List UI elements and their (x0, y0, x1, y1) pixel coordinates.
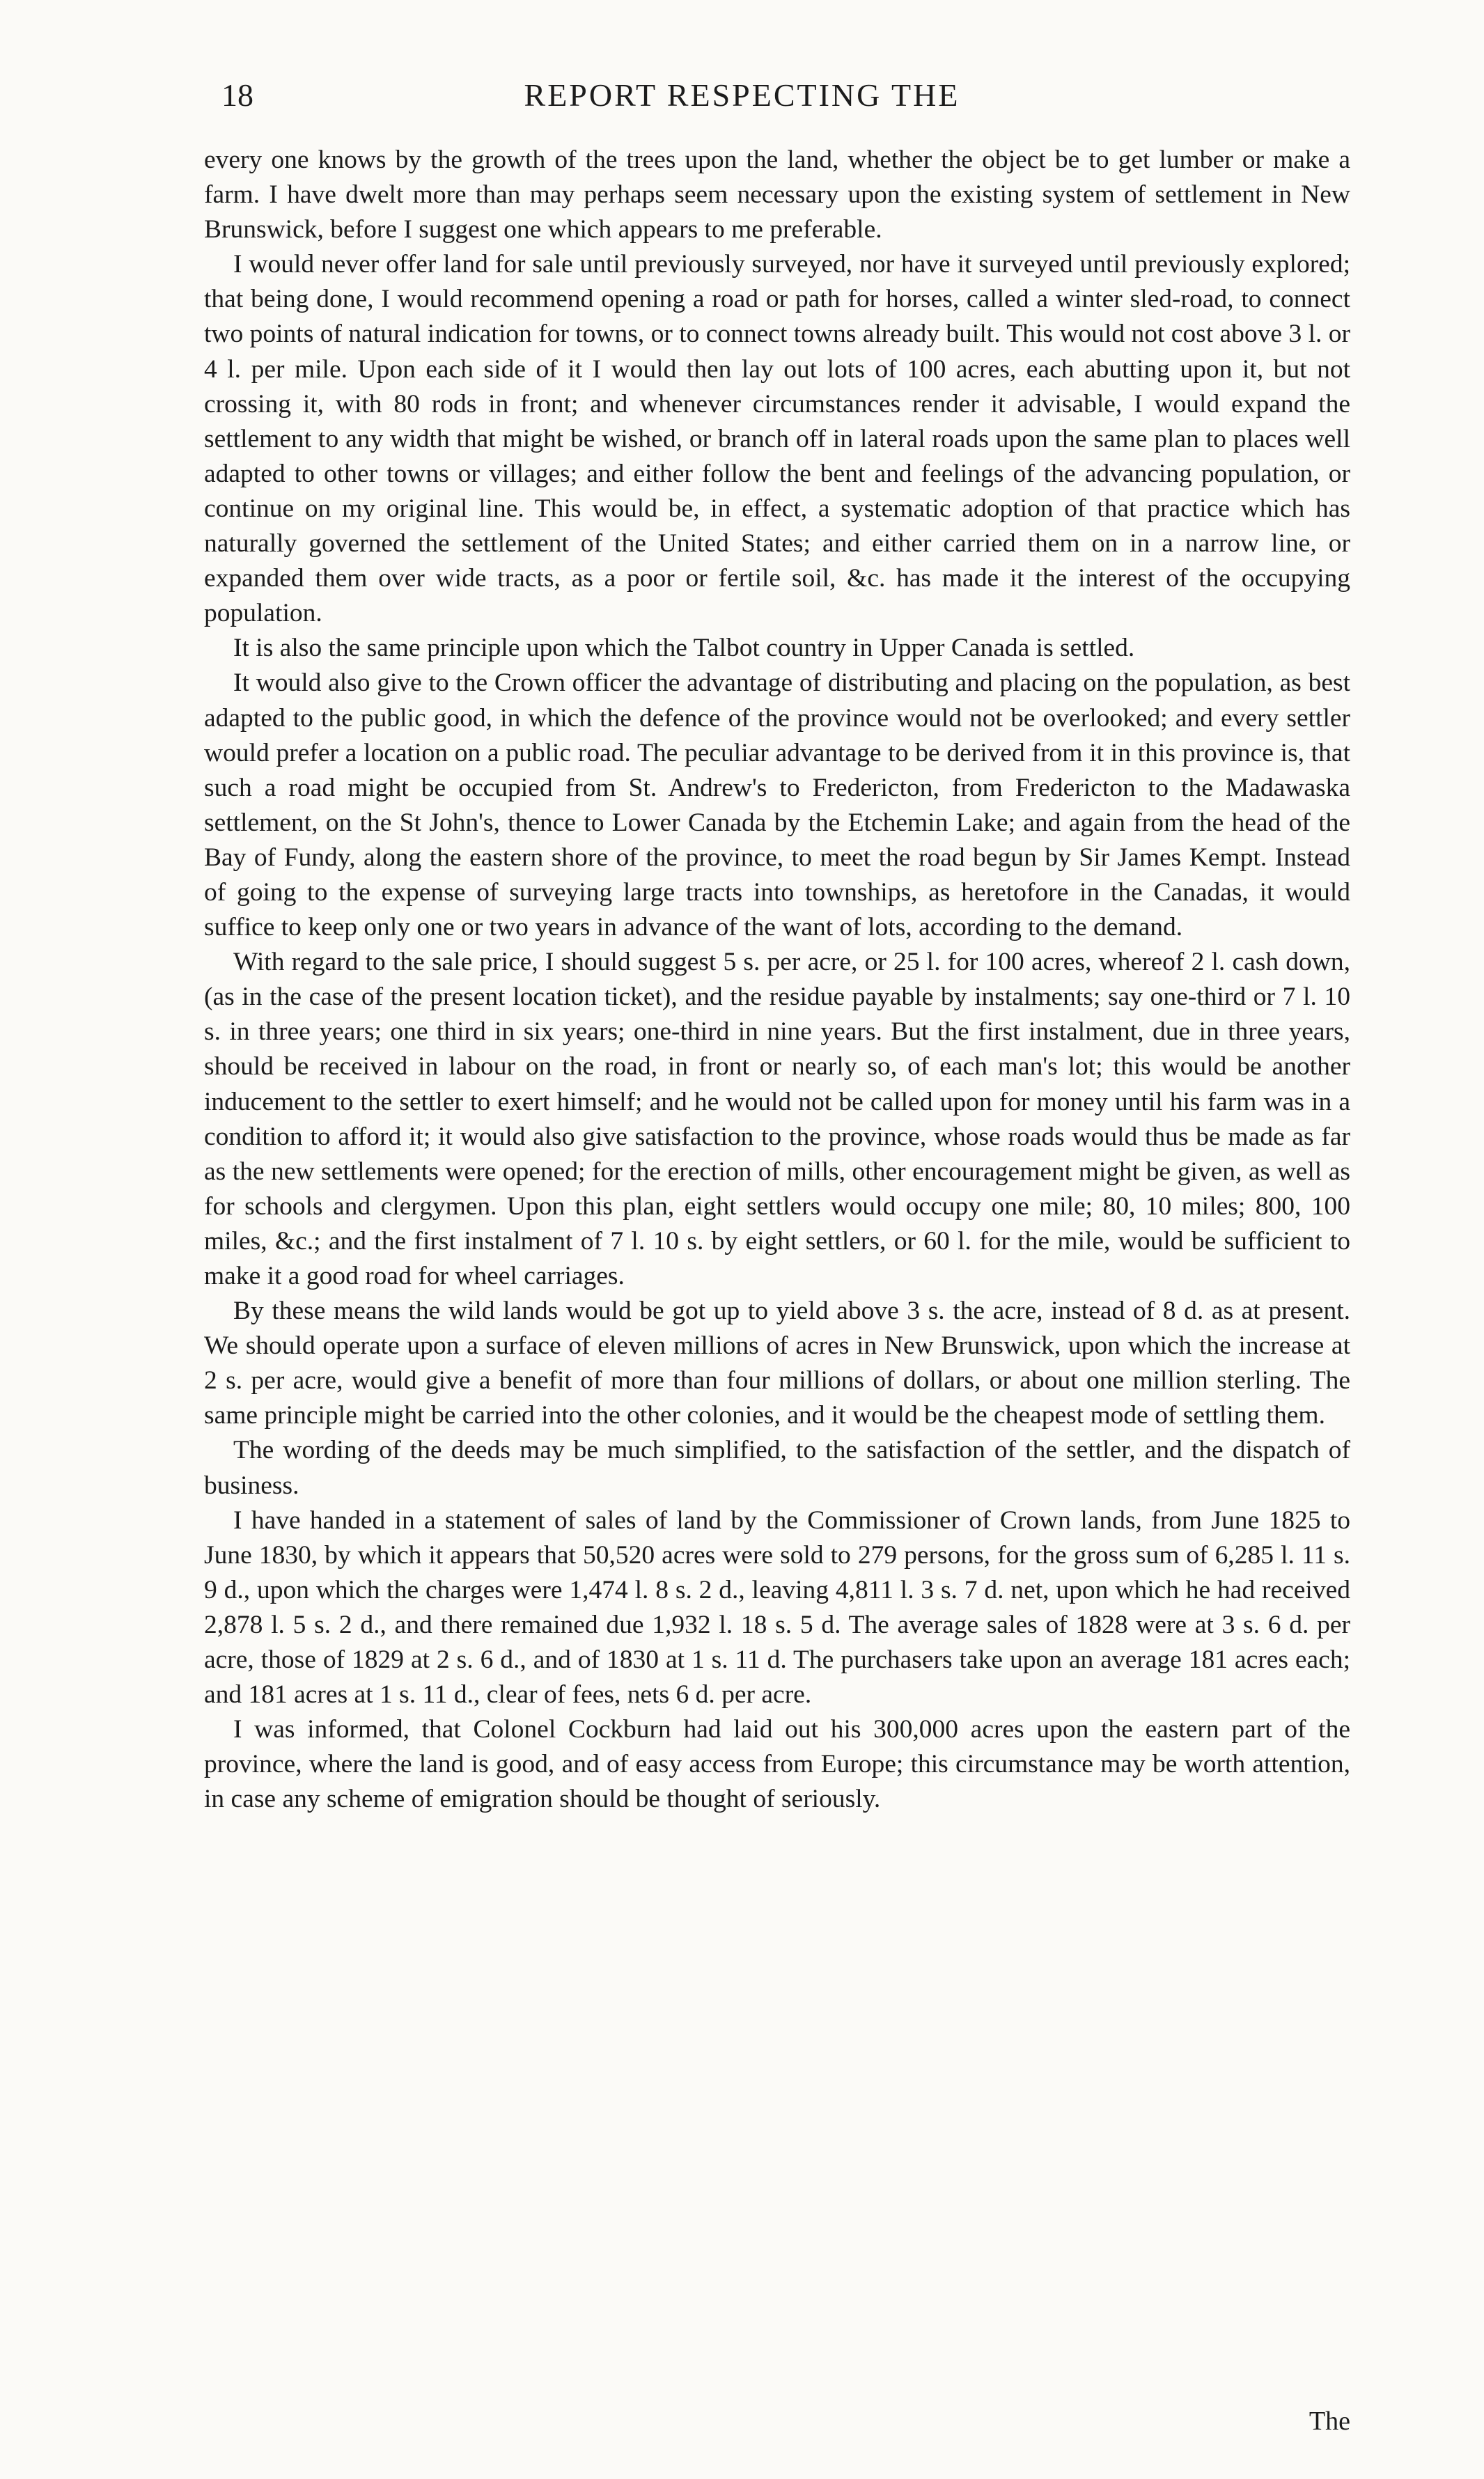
running-title: REPORT RESPECTING THE (524, 77, 960, 113)
catchword: The (1309, 2407, 1350, 2436)
page-number: 18 (221, 77, 253, 113)
paragraph-continuation: every one knows by the growth of the trees upon the land, whether the object be to get lumber or make a farm. I have dwelt more than may perhaps seem necessary upon the existing system of settlement in New Brunswick, before I suggest one which appears to me preferable. (204, 146, 1350, 244)
paragraph-deeds: The wording of the deeds may be much simplified, to the satisfaction of the settler, and the dispatch of business. (204, 1436, 1350, 1500)
paragraph-colonel-cockburn: I was informed, that Colonel Cockburn had laid out his 300,000 acres upon the eastern part of the province, where the land is good, and of easy access from Europe; this circumstance may be worth attention, in case any scheme of emigration should be thought of seriously. (204, 1715, 1350, 1814)
paragraph-statement-of-sales: I have handed in a statement of sales of land by the Commissioner of Crown lands, from June 1825 to June 1830, by which it appears that 50,520 acres were sold to 279 persons, for the gross sum of 6,285 l. 11 s. 9 d., upon which the charges were 1,474 l. 8 s. 2 d., leaving 4,811 l. 3 s. 7 d. net, upon which he had received 2,878 l. 5 s. 2 d., and there remained due 1,932 l. 18 s. 5 d. The average sales of 1828 were at 3 s. 6 d. per acre, those of 1829 at 2 s. 6 d., and of 1830 at 1 s. 11 d. The purchasers take upon an average 181 acres each; and 181 acres at 1 s. 11 d., clear of fees, nets 6 d. per acre. (204, 1506, 1350, 1710)
body-text (204, 143, 1350, 1817)
paragraph-sale-price: With regard to the sale price, I should suggest 5 s. per acre, or 25 l. for 100 acres, whereof 2 l. cash down, (as in the case of the present location ticket), and the residue payable by instalments; say one-third or 7 l. 10 s. in three years; one third in six years; one-third in nine years. But the first instalment, due in three years, should be received in labour on the road, in front or nearly so, of each man's lot; this would be another inducement to the settler to exert himself; and he would not be called upon for money until his farm was in a condition to afford it; it would also give satisfaction to the province, whose roads would thus be made as far as the new settlements were opened; for the erection of mills, other encouragement might be given, as well as for schools and clergymen. Upon this plan, eight settlers would occupy one mile; 80, 10 miles; 800, 100 miles, &c.; and the first instalment of 7 l. 10 s. by eight settlers, or 60 l. for the mile, would be sufficient to make it a good road for wheel carriages. (204, 948, 1350, 1290)
paragraph-wild-lands: By these means the wild lands would be got up to yield above 3 s. the acre, instead of 8 d. as at present. We should operate upon a surface of eleven millions of acres in New Brunswick, upon which the increase at 2 s. per acre, would give a benefit of more than four millions of dollars, or about one million sterling. The same principle might be carried into the other colonies, and it would be the cheapest mode of settling them. (204, 1297, 1350, 1430)
paragraph-crown-officer: It would also give to the Crown officer the advantage of distributing and placing on the population, as best adapted to the public good, in which the defence of the province would not be overlooked; and every settler would prefer a location on a public road. The peculiar advantage to be derived from it in this province is, that such a road might be occupied from St. Andrew's to Fredericton, from Fredericton to the Madawaska settlement, on the St John's, thence to Lower Canada by the Etchemin Lake; and again from the head of the Bay of Fundy, along the eastern shore of the province, to meet the road begun by Sir James Kempt. Instead of going to the expense of surveying large tracts into townships, as heretofore in the Canadas, it would suffice to keep only one or two years in advance of the want of lots, according to the demand. (204, 668, 1350, 942)
paragraph-talbot-country: It is also the same principle upon which the Talbot country in Upper Canada is settled. (233, 634, 1135, 663)
paragraph-survey-plan: I would never offer land for sale until previously surveyed, nor have it surveyed until previously explored; that being done, I would recommend opening a road or path for horses, called a winter sled-road, to connect two points of natural indication for towns, or to connect towns already built. This would not cost above 3 l. or 4 l. per mile. Upon each side of it I would then lay out lots of 100 acres, each abutting upon it, but not crossing it, with 80 rods in front; and whenever circumstances render it advisable, I would expand the settlement to any width that might be wished, or branch off in lateral roads upon the same plan to places well adapted to other towns or villages; and either follow the bent and feelings of the advancing population, or continue on my original line. This would be, in effect, a systematic adoption of that practice which has naturally governed the settlement of the United States; and either carried them on in a narrow line, or expanded them over wide tracts, as a poor or fertile soil, &c. has made it the interest of the occupying population. (204, 250, 1350, 628)
page-header (0, 77, 1484, 125)
